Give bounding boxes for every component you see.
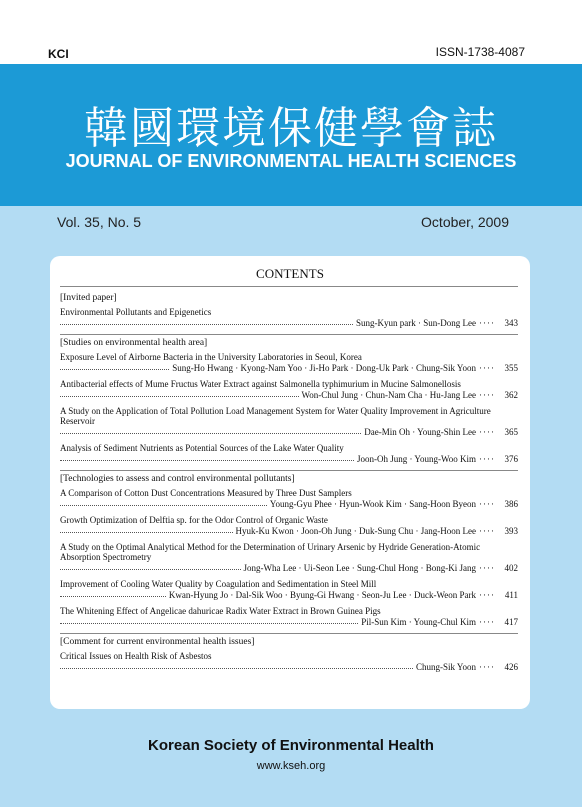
article-authors: Sung-Ho Hwang · Kyong-Nam Yoo · Ji-Ho Park · Dong-Uk Park · Chung-Sik Yoon xyxy=(172,363,476,373)
leader-dots xyxy=(60,568,241,570)
issn-label: ISSN-1738-4087 xyxy=(435,45,525,59)
toc-entry[interactable] xyxy=(60,352,518,373)
section-divider xyxy=(60,470,518,471)
toc-entry[interactable] xyxy=(60,651,518,672)
page-leader: ···· xyxy=(479,617,495,627)
kci-label: KCI xyxy=(48,47,69,61)
issue-date: October, 2009 xyxy=(421,214,509,230)
contents-heading: CONTENTS xyxy=(256,266,324,281)
leader-dots xyxy=(60,395,299,397)
leader-dots xyxy=(60,667,413,669)
article-authors: Pil-Sun Kim · Young-Chul Kim xyxy=(361,617,476,627)
article-page-number: 386 xyxy=(504,499,518,509)
article-byline xyxy=(60,363,518,373)
leader-dots xyxy=(60,368,169,370)
article-page-number: 393 xyxy=(504,526,518,536)
article-byline xyxy=(60,526,518,536)
article-page-number: 343 xyxy=(504,318,518,328)
journal-title-cjk: 韓國環境保健學會誌 xyxy=(84,103,498,154)
article-byline xyxy=(60,617,518,627)
section-divider xyxy=(60,633,518,634)
contents-top-rule xyxy=(60,286,518,287)
article-page-number: 402 xyxy=(504,563,518,573)
section-divider xyxy=(60,334,518,335)
article-page-number: 376 xyxy=(504,454,518,464)
article-byline xyxy=(60,563,518,573)
article-authors: Joon-Oh Jung · Young-Woo Kim xyxy=(356,454,476,464)
article-authors: Young-Gyu Phee · Hyun-Wook Kim · Sang-Hoon Byeon xyxy=(269,499,476,509)
issue-volume: Vol. 35, No. 5 xyxy=(57,214,142,230)
toc-entry[interactable] xyxy=(60,307,518,328)
section-heading: [Comment for current environmental health issues] xyxy=(60,637,255,647)
article-authors: Won-Chul Jung · Chun-Nam Cha · Hu-Jang Lee xyxy=(301,390,476,400)
page-leader: ···· xyxy=(479,318,495,328)
article-page-number: 355 xyxy=(504,363,518,373)
toc-entry[interactable] xyxy=(60,443,518,464)
toc-entry[interactable] xyxy=(60,606,518,627)
leader-dots xyxy=(60,531,233,533)
page-leader: ···· xyxy=(479,499,495,509)
leader-dots xyxy=(60,459,354,461)
article-page-number: 426 xyxy=(504,662,518,672)
article-authors: Chung-Sik Yoon xyxy=(415,662,476,672)
contents-card xyxy=(50,256,530,709)
article-authors: Kwan-Hyung Jo · Dal-Sik Woo · Byung-Gi Hwang · Seon-Ju Lee · Duck-Weon Park xyxy=(168,590,476,600)
article-title[interactable]: Critical Issues on Health Risk of Asbestos xyxy=(60,651,212,661)
leader-dots xyxy=(60,595,166,597)
article-authors: Hyuk-Ku Kwon · Joon-Oh Jung · Duk-Sung Chu · Jang-Hoon Lee xyxy=(235,526,476,536)
article-authors: Jong-Wha Lee · Ui-Seon Lee · Sung-Chul Hong · Bong-Ki Jang xyxy=(243,563,476,573)
article-title[interactable]: Analysis of Sediment Nutrients as Potential Sources of the Lake Water Quality xyxy=(60,443,344,453)
article-byline xyxy=(60,427,518,437)
article-title[interactable]: The Whitening Effect of Angelicae dahuricae Radix Water Extract in Brown Guinea Pigs xyxy=(60,606,381,616)
article-title[interactable]: Antibacterial effects of Mume Fructus Water Extract against Salmonella typhimurium in Mucine Salmonellosis xyxy=(60,379,461,389)
leader-dots xyxy=(60,504,267,506)
article-title[interactable]: Exposure Level of Airborne Bacteria in the University Laboratories in Seoul, Korea xyxy=(60,352,362,362)
article-byline xyxy=(60,454,518,464)
toc-entry[interactable] xyxy=(60,488,518,509)
page-leader: ···· xyxy=(479,526,495,536)
leader-dots xyxy=(60,323,353,325)
page-leader: ···· xyxy=(479,563,495,573)
article-page-number: 417 xyxy=(504,617,518,627)
article-byline xyxy=(60,318,518,328)
article-authors: Sung-Kyun park · Sun-Dong Lee xyxy=(356,318,476,328)
society-name: Korean Society of Environmental Health xyxy=(148,737,434,754)
article-title[interactable]: Improvement of Cooling Water Quality by Coagulation and Sedimentation in Steel Mill xyxy=(60,579,377,589)
leader-dots xyxy=(60,432,361,434)
section-heading: [Invited paper] xyxy=(60,293,117,303)
article-title[interactable]: Environmental Pollutants and Epigenetics xyxy=(60,307,212,317)
article-authors: Dae-Min Oh · Young-Shin Lee xyxy=(364,427,476,437)
page-leader: ···· xyxy=(479,363,495,373)
article-byline xyxy=(60,590,518,600)
table-of-contents xyxy=(60,290,518,678)
article-byline xyxy=(60,662,518,672)
page-leader: ···· xyxy=(479,454,495,464)
article-page-number: 362 xyxy=(504,390,518,400)
page-leader: ···· xyxy=(479,390,495,400)
article-title[interactable]: A Comparison of Cotton Dust Concentrations Measured by Three Dust Samplers xyxy=(60,488,352,498)
article-byline xyxy=(60,390,518,400)
journal-title-en: JOURNAL OF ENVIRONMENTAL HEALTH SCIENCES xyxy=(65,151,517,171)
section-heading: [Studies on environmental health area] xyxy=(60,338,208,348)
article-title[interactable]: A Study on the Application of Total Pollution Load Management System for Water Quality Improvement in Agriculture Reservoir xyxy=(60,406,491,426)
toc-entry[interactable] xyxy=(60,542,518,573)
leader-dots xyxy=(60,622,358,624)
section-heading: [Technologies to assess and control environmental pollutants] xyxy=(60,474,295,484)
toc-entry[interactable] xyxy=(60,379,518,400)
article-title[interactable]: Growth Optimization of Delftia sp. for the Odor Control of Organic Waste xyxy=(60,515,328,525)
toc-entry[interactable] xyxy=(60,406,518,437)
page-leader: ···· xyxy=(479,590,495,600)
toc-entry[interactable] xyxy=(60,579,518,600)
article-title[interactable]: A Study on the Optimal Analytical Method for the Determination of Urinary Arsenic by Hydride Generation-Atomic Absorption Spectrometry xyxy=(60,542,481,562)
page-leader: ···· xyxy=(479,662,495,672)
society-website[interactable]: www.kseh.org xyxy=(256,760,326,772)
toc-entry[interactable] xyxy=(60,515,518,536)
article-byline xyxy=(60,499,518,509)
page-leader: ···· xyxy=(479,427,495,437)
article-page-number: 365 xyxy=(504,427,518,437)
article-page-number: 411 xyxy=(504,590,518,600)
